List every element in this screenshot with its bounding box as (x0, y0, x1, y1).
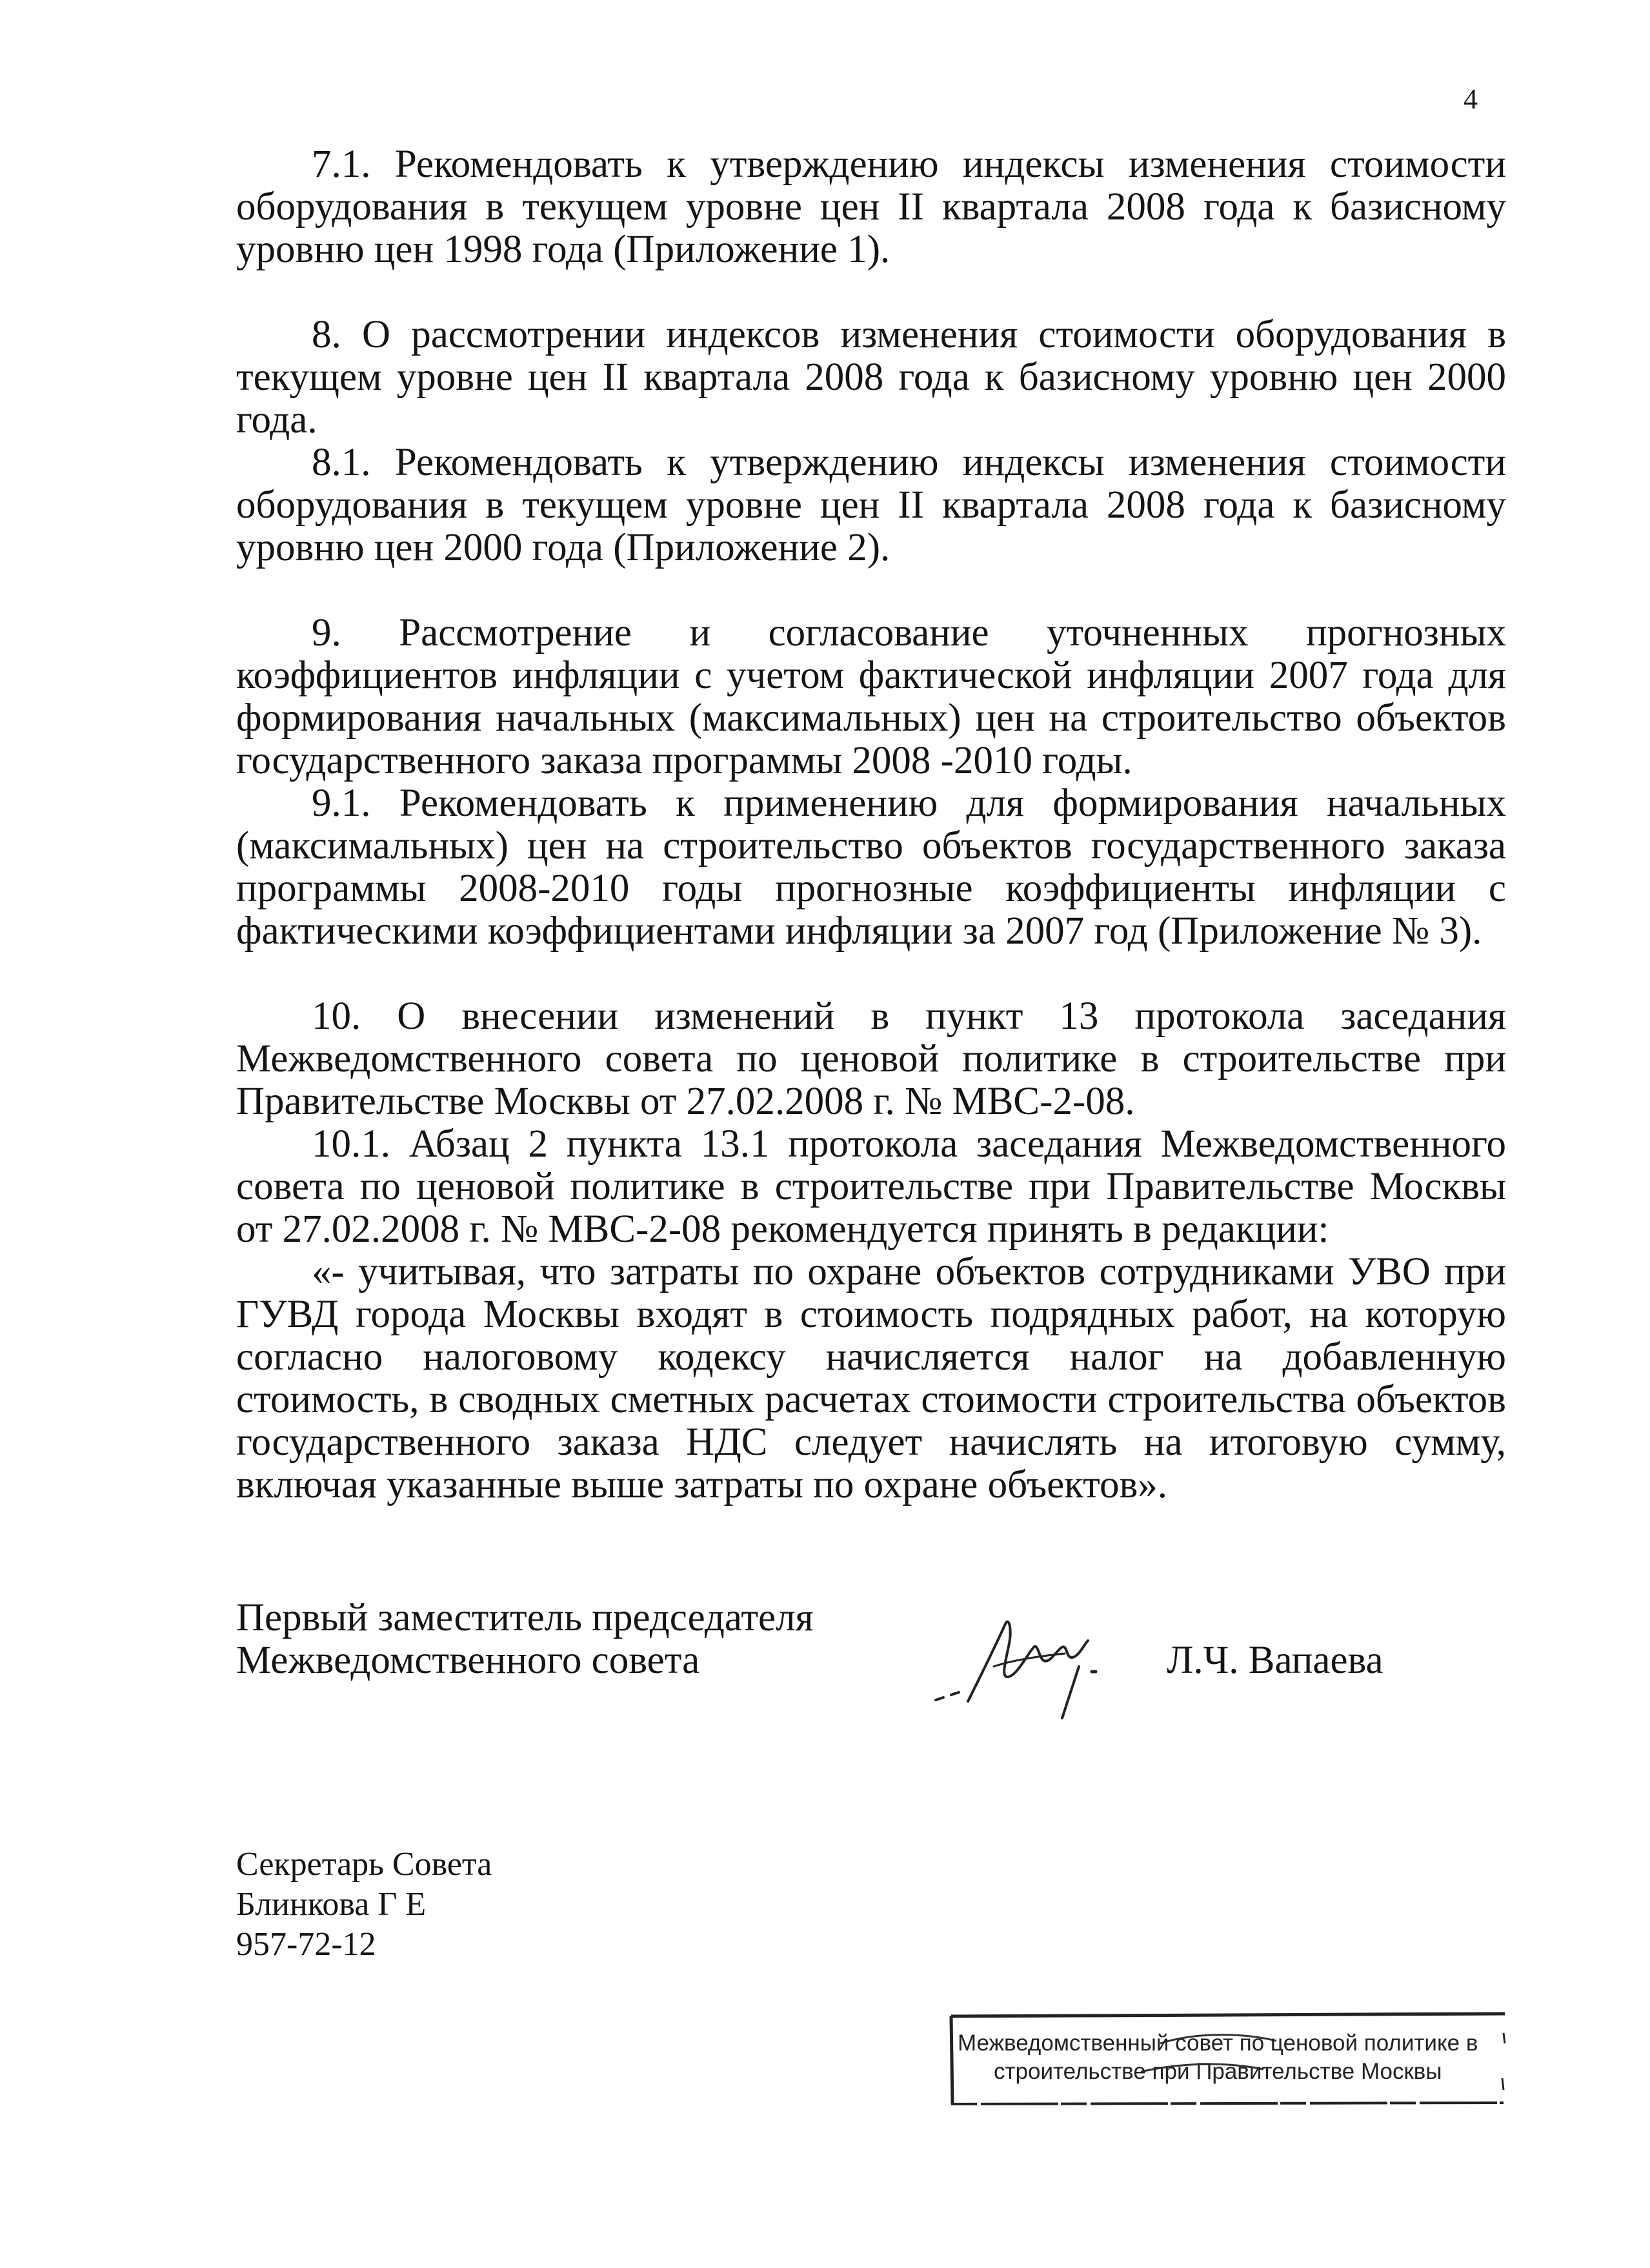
page-number: 4 (1464, 83, 1478, 115)
stamp-line-2: строительстве при Правительстве Москвы (994, 2059, 1442, 2084)
secretary-contact (236, 1845, 492, 1965)
signatory-title (236, 1597, 814, 1682)
paragraph-8-1: 8.1. Рекомендовать к утверждению индексы изменения стоимости оборудования в текущем уровне цен II квартала 2008 года к базисному уровню цен 2000 года (Приложение 2). (236, 441, 1506, 569)
signatory-title-line1: Первый заместитель председателя (236, 1596, 814, 1639)
secretary-name: Блинкова Г Е (236, 1886, 427, 1923)
stamp-line-1: Межведомственный совет по ценовой политике в (958, 2030, 1478, 2056)
signatory-title-line2: Межведомственного совета (236, 1639, 700, 1682)
paragraph-7-1: 7.1. Рекомендовать к утверждению индексы изменения стоимости оборудования в текущем уровне цен II квартала 2008 года к базисному уровню цен 1998 года (Приложение 1). (236, 143, 1506, 271)
signatory-name: Л.Ч. Вапаева (1167, 1639, 1383, 1682)
secretary-phone: 957-72-12 (236, 1926, 376, 1963)
paragraph-9-1: 9.1. Рекомендовать к применению для формирования начальных (максимальных) цен на строительство объектов государственного заказа программы 2008-2010 годы прогнозные коэффициенты инфляции с фактическими коэффициентами инфляции за 2007 год (Приложение № 3). (236, 782, 1506, 953)
secretary-title: Секретарь Совета (236, 1846, 492, 1883)
paragraph-10: 10. О внесении изменений в пункт 13 протокола заседания Межведомственного совета по ценовой политике в строительстве при Правительстве Москвы от 27.02.2008 г. № МВС-2-08. (236, 995, 1506, 1123)
paragraph-8: 8. О рассмотрении индексов изменения стоимости оборудования в текущем уровне цен II квартала 2008 года к базисному уровню цен 2000 года. (236, 313, 1506, 441)
stamp-text (958, 2029, 1493, 2086)
council-stamp (947, 2007, 1509, 2111)
paragraph-9: 9. Рассмотрение и согласование уточненных прогнозных коэффициентов инфляции с учетом фактической инфляции 2007 года для формирования начальных (максимальных) цен на строительство объектов государственного заказа программы 2008 -2010 годы. (236, 611, 1506, 782)
paragraph-10-1-quote: «- учитывая, что затраты по охране объектов сотрудниками УВО при ГУВД города Москвы входят в стоимость подрядных работ, на которую согласно налоговому кодексу начисляется налог на добавленную стоимость, в сводных сметных расчетах стоимости строительства объектов государственного заказа НДС следует начислять на итоговую сумму, включая указанные выше затраты по охране объектов». (236, 1250, 1506, 1506)
handwritten-signature (929, 1605, 1142, 1727)
document-body (236, 143, 1506, 1506)
paragraph-10-1: 10.1. Абзац 2 пункта 13.1 протокола заседания Межведомственного совета по ценовой политике в строительстве при Правительстве Москвы от 27.02.2008 г. № МВС-2-08 рекомендуется принять в редакции: (236, 1122, 1506, 1251)
